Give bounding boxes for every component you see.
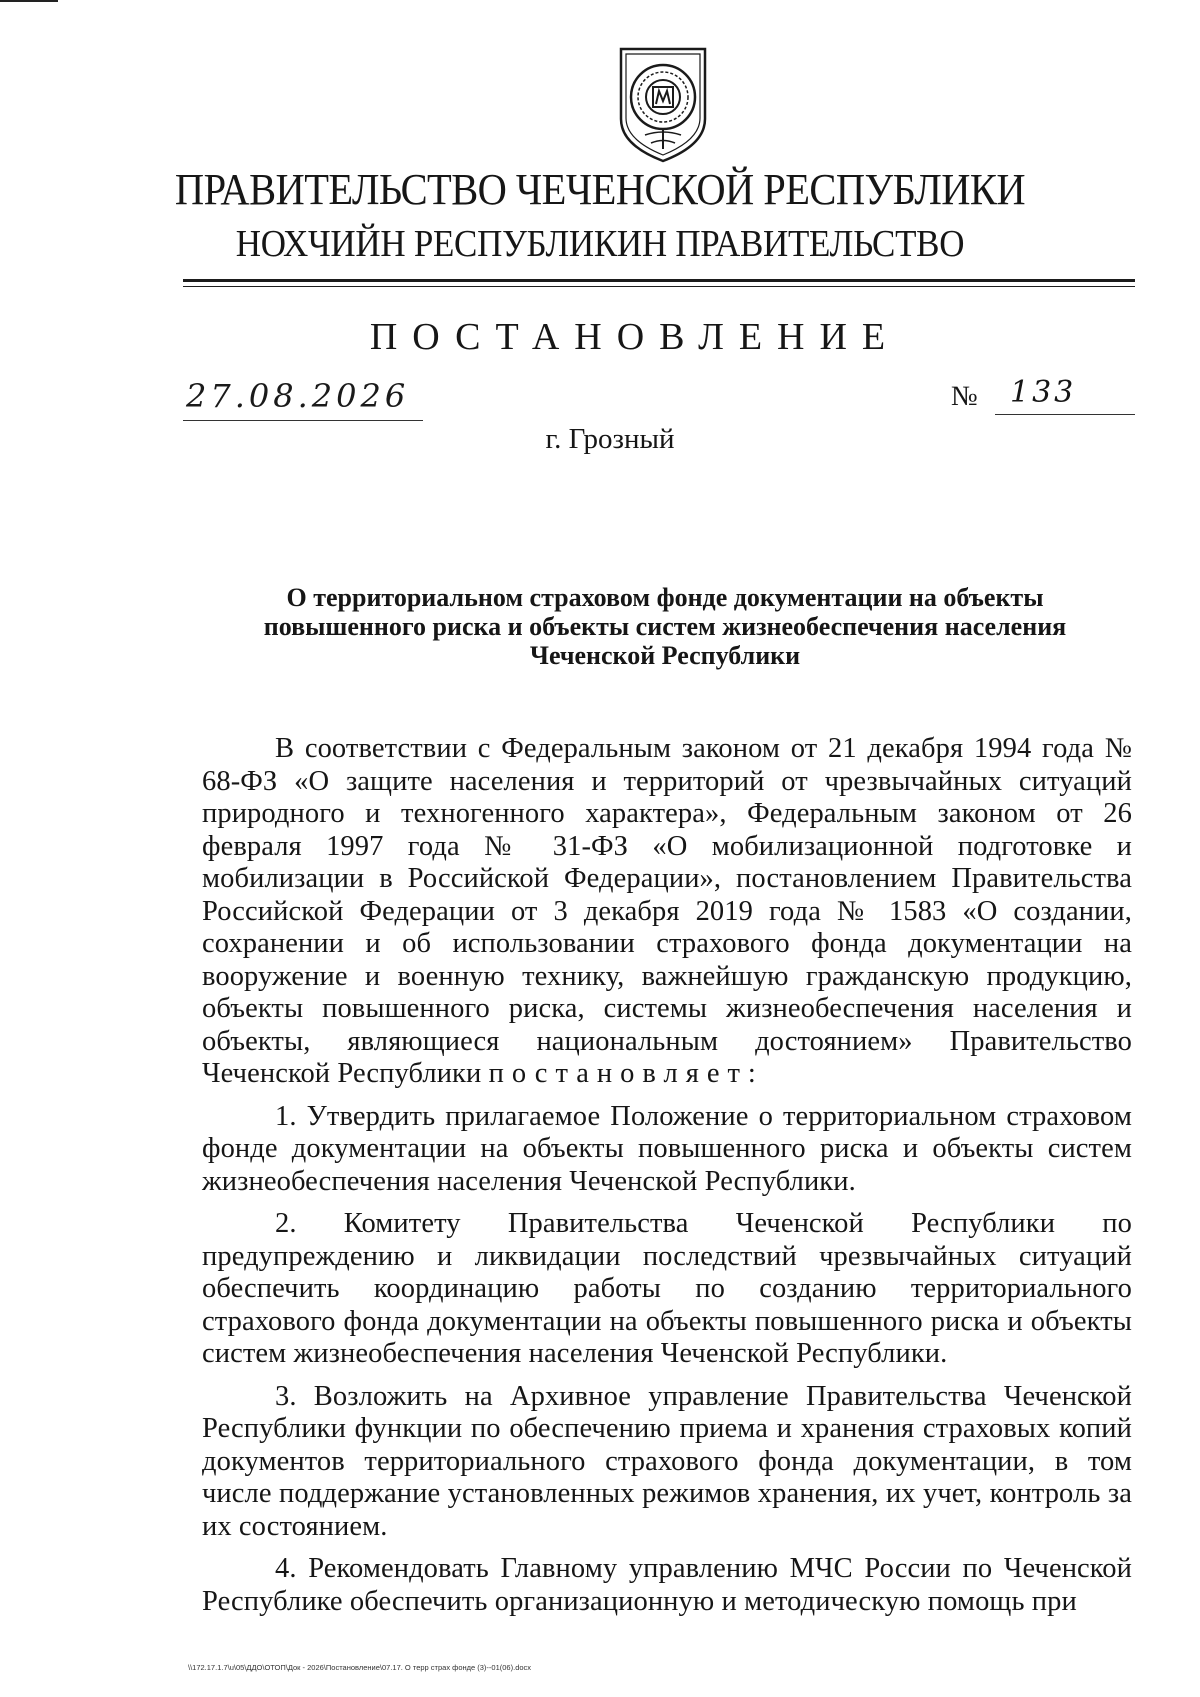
heading-line: Чеченской Республики xyxy=(529,641,801,670)
preamble-text: В соответствии с Федеральным законом от 21 декабря 1994 года № 68-ФЗ «О защите населения и территорий от чрезвычайных ситуаций природного и техногенного характера», Федеральным законом от 26 февраля 1997 года № 31-ФЗ «О мобилизационной подготовке и мобилизации в Российской Федерации», постановлением Правительства Российской Федерации от 3 декабря 2019 года № 1583 «О создании, сохранении и об использовании страхового фонда документации на вооружение и военную технику, важнейшую гражданскую продукцию, объекты повышенного риска, системы жизнеобеспечения населения и объекты, являющиеся национальным достоянием» Правительство Чеченской Республики xyxy=(202,733,1132,1089)
document-body xyxy=(202,733,1132,1618)
scan-corner-mark xyxy=(0,0,58,2)
government-title-ru: ПРАВИТЕЛЬСТВО ЧЕЧЕНСКОЙ РЕСПУБЛИКИ xyxy=(174,165,1026,214)
number-underline xyxy=(995,414,1135,415)
number-sign: № xyxy=(951,381,978,412)
coat-of-arms-graphic xyxy=(615,45,711,165)
handwritten-number: 133 xyxy=(1010,375,1077,410)
government-title-ce: НОХЧИЙН РЕСПУБЛИКИН ПРАВИТЕЛЬСТВО xyxy=(235,223,965,265)
document-type-title: ПОСТАНОВЛЕНИЕ xyxy=(369,316,901,358)
clause-4: 4. Рекомендовать Главному управлению МЧС России по Чеченской Республике обеспечить организационную и методическую помощь при xyxy=(202,1553,1132,1617)
file-path-footer: \\172.17.1.7\u\05\ДДО\ОТОП\Док - 2026\Постановление\07.17. О терр страх фонде (3)--01(06).docx xyxy=(188,1663,532,1672)
resolves-word: постановляет: xyxy=(488,1058,764,1089)
coat-of-arms-icon xyxy=(615,45,711,165)
heading-line: повышенного риска и объекты систем жизнеобеспечения населения xyxy=(263,612,1067,641)
header-divider-thick xyxy=(183,279,1135,282)
clause-2: 2. Комитету Правительства Чеченской Республики по предупреждению и ликвидации последствий чрезвычайных ситуаций обеспечить координацию работы по созданию территориального страхового фонда документации на объекты повышенного риска и объекты систем жизнеобеспечения населения Чеченской Республики. xyxy=(202,1208,1132,1369)
handwritten-date: 27.08.2026 xyxy=(186,377,410,415)
heading-line: О территориальном страховом фонде документации на объекты xyxy=(286,583,1044,612)
resolution-heading xyxy=(200,583,1130,670)
clause-1: 1. Утвердить прилагаемое Положение о территориальном страховом фонде документации на объекты повышенного риска и объекты систем жизнеобеспечения населения Чеченской Республики. xyxy=(202,1100,1132,1197)
clause-3: 3. Возложить на Архивное управление Правительства Чеченской Республики функции по обеспечению приема и хранения страховых копий документов территориального страхового фонда документации, в том числе поддержание установленных режимов хранения, их учет, контроль за их состоянием. xyxy=(202,1380,1132,1542)
date-underline xyxy=(183,420,423,421)
header-divider-thin xyxy=(183,286,1135,287)
preamble-paragraph xyxy=(202,733,1132,1091)
city-name: г. Грозный xyxy=(545,423,675,455)
